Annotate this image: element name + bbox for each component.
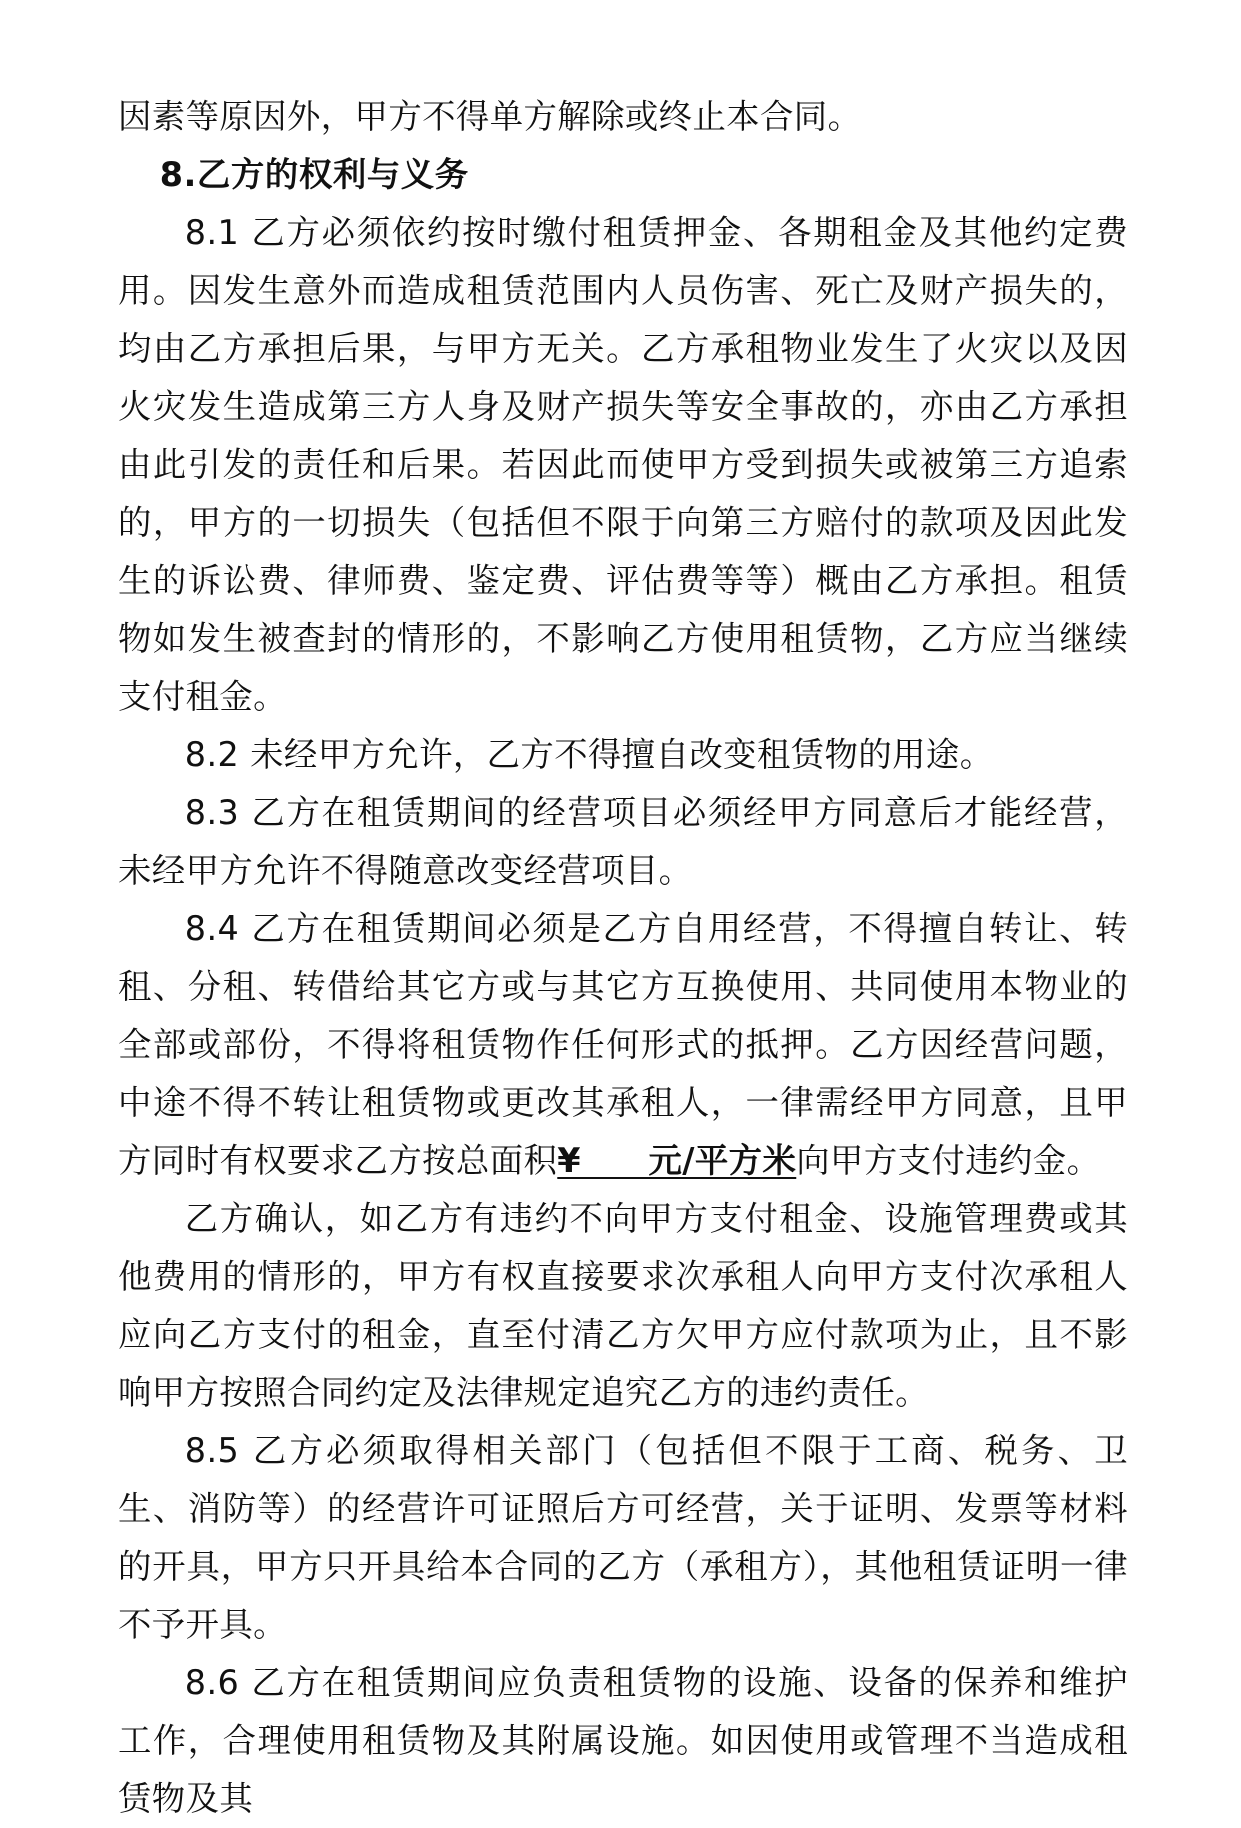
- clause-8-1: 8.1 乙方必须依约按时缴付租赁押金、各期租金及其他约定费用。因发生意外而造成租赁范围内人员伤害、死亡及财产损失的，均由乙方承担后果，与甲方无关。乙方承租物业发生了火灾以及因火灾发生造成第三方人身及财产损失等安全事故的，亦由乙方承担由此引发的责任和后果。若因此而使甲方受到损失或被第三方追索的，甲方的一切损失（包括但不限于向第三方赔付的款项及因此发生的诉讼费、律师费、鉴定费、评估费等等）概由乙方承担。租赁物如发生被查封的情形的，不影响乙方使用租赁物，乙方应当继续支付租金。: [118, 213, 1128, 716]
- clause-8-4-text: 8.4 乙方在租赁期间必须是乙方自用经营，不得擅自转让、转租、分租、转借给其它方或与其它方互换使用、共同使用本物业的全部或部份，不得将租赁物作任何形式的抵押。乙方因经营问题，中途不得不转让租赁物或更改其承租人，一律需经甲方同意，且甲方同时有权要求乙方按总面积: [118, 909, 1128, 1180]
- clause-8-4-confirmation: 乙方确认，如乙方有违约不向甲方支付租金、设施管理费或其他费用的情形的，甲方有权直接要求次承租人向甲方支付次承租人应向乙方支付的租金，直至付清乙方欠甲方应付款项为止，且不影响甲方按照合同约定及法律规定追究乙方的违约责任。: [118, 1199, 1128, 1412]
- clause-8-2: 8.2 未经甲方允许，乙方不得擅自改变租赁物的用途。: [184, 735, 994, 774]
- clause-8-5: 8.5 乙方必须取得相关部门（包括但不限于工商、税务、卫生、消防等）的经营许可证照后方可经营，关于证明、发票等材料的开具，甲方只开具给本合同的乙方（承租方），其他租赁证明一律不予开具。: [118, 1431, 1128, 1644]
- section-heading: 8.乙方的权利与义务: [159, 155, 469, 194]
- contract-page: [118, 88, 1128, 1828]
- clause-8-6: 8.6 乙方在租赁期间应负责租赁物的设施、设备的保养和维护工作，合理使用租赁物及其附属设施。如因使用或管理不当造成租赁物及其: [118, 1663, 1128, 1818]
- clause-8-4: [118, 900, 1128, 1190]
- clause-8-3: 8.3 乙方在租赁期间的经营项目必须经甲方同意后才能经营，未经甲方允许不得随意改变经营项目。: [118, 793, 1128, 890]
- paragraph-continuation: 因素等原因外，甲方不得单方解除或终止本合同。: [118, 97, 862, 136]
- penalty-rate-blank: ¥ 元/平方米: [557, 1141, 797, 1180]
- clause-8-4-tail: 向甲方支付违约金。: [796, 1141, 1101, 1180]
